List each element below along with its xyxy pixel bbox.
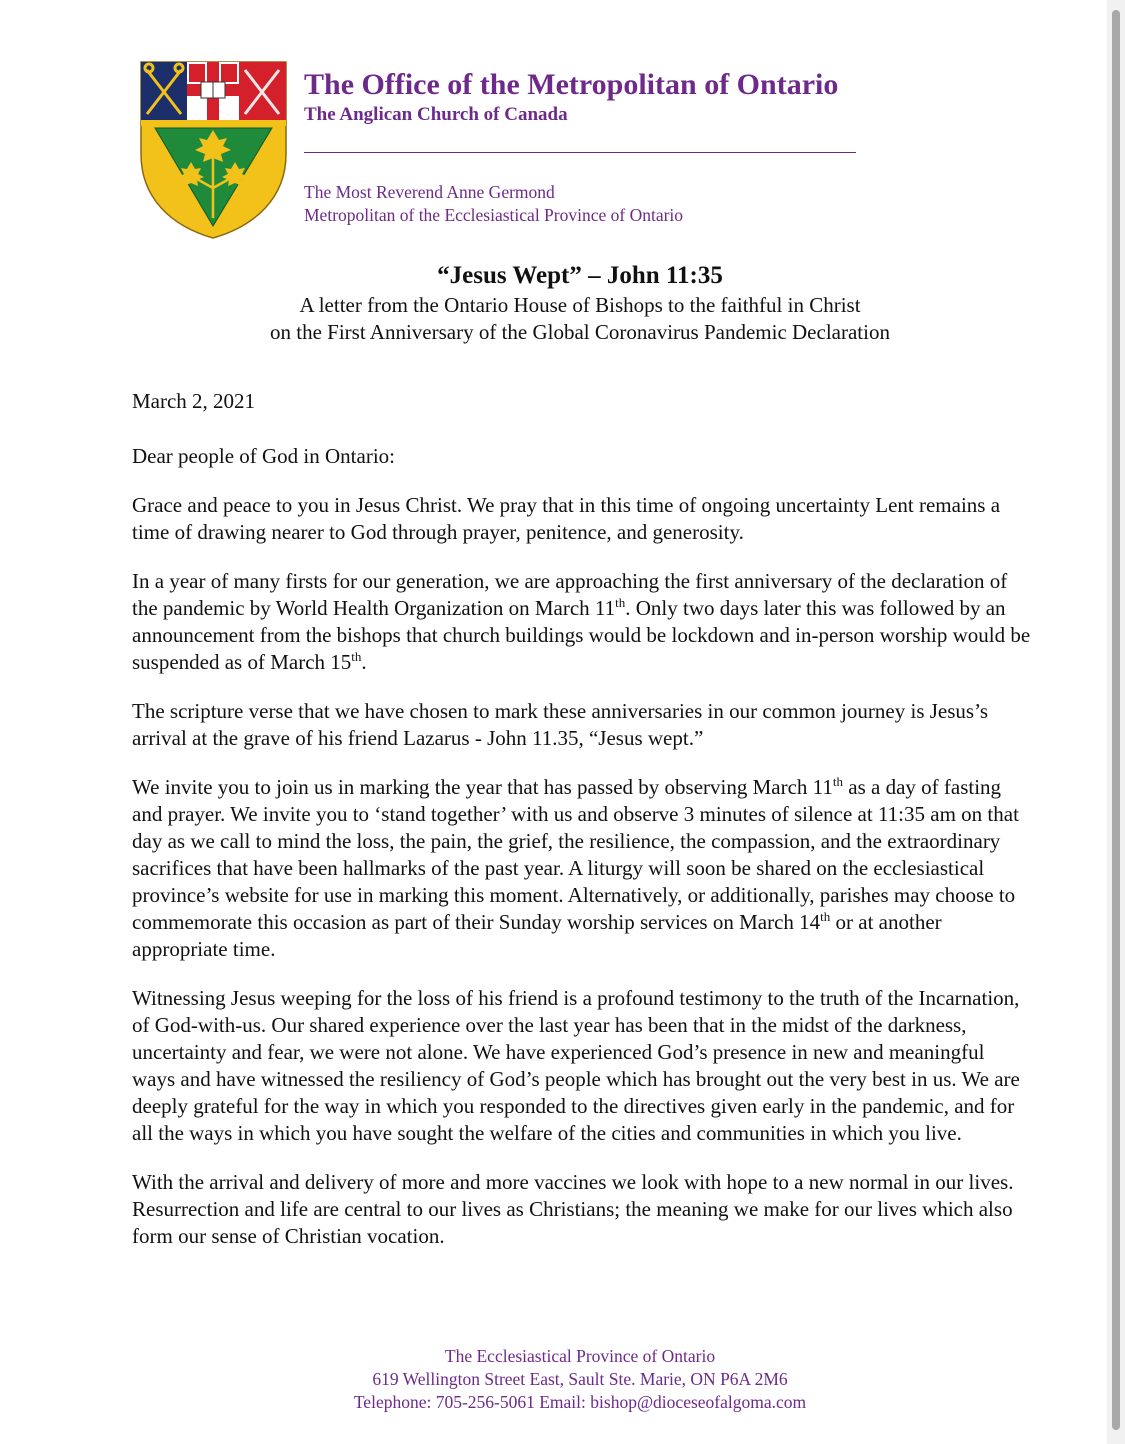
coat-of-arms-icon	[137, 58, 290, 240]
paragraph-2-text-b: . Only two days later this was followed by an announcement from the bishops that church buildings would be lockdown and in-person worship would be suspended as of March 15	[132, 596, 1031, 674]
paragraph-4	[132, 774, 1032, 963]
letterhead	[304, 68, 904, 227]
letterhead-divider	[304, 152, 856, 153]
letter-subtitle-line-2: on the First Anniversary of the Global Coronavirus Pandemic Declaration	[270, 320, 890, 344]
letter-body	[132, 388, 1032, 1272]
ordinal-suffix: th	[615, 595, 626, 610]
scrollbar-thumb[interactable]	[1112, 10, 1120, 1430]
salutation: Dear people of God in Ontario:	[132, 444, 396, 468]
metropolitan-name: The Most Reverend Anne Germond	[304, 182, 555, 202]
ordinal-suffix: th	[351, 649, 362, 664]
paragraph-5: Witnessing Jesus weeping for the loss of his friend is a profound testimony to the truth of the Incarnation, of God-with-us. Our shared experience over the last year has been that in the midst of the darkness, uncertainty and fear, we were not alone. We have experienced God’s presence in new and meaningful ways and have witnessed the resiliency of God’s people which has brought out the very best in us. We are deeply grateful for the way in which you responded to the directives given early in the pandemic, and for all the ways in which you have sought the welfare of the cities and communities in which you live.	[132, 986, 1020, 1145]
paragraph-6: With the arrival and delivery of more and more vaccines we look with hope to a new normal in our lives. Resurrection and life are central to our lives as Christians; the meaning we make for our lives which also form our sense of Christian vocation.	[132, 1170, 1014, 1248]
paragraph-3: The scripture verse that we have chosen to mark these anniversaries in our common journey is Jesus’s arrival at the grave of his friend Lazarus - John 11.35, “Jesus wept.”	[132, 699, 989, 750]
footer-organization: The Ecclesiastical Province of Ontario	[444, 1346, 716, 1366]
vertical-scrollbar[interactable]	[1107, 0, 1125, 1444]
office-title: The Office of the Metropolitan of Ontario	[304, 68, 839, 101]
paragraph-2	[132, 568, 1032, 676]
metropolitan-role: Metropolitan of the Ecclesiastical Province of Ontario	[304, 205, 684, 225]
paragraph-4-text-b: as a day of fasting and prayer. We invite you to ‘stand together’ with us and observe 3 minutes of silence at 11:35 am on that day as we call to mind the loss, the pain, the grief, the resilience, the compassion, and the extraordinary sacrifices that have been hallmarks of the past year. A liturgy will soon be shared on the ecclesiastical province’s website for use in marking this moment. Alternatively, or additionally, parishes may choose to commemorate this occasion as part of their Sunday worship services on March 14	[132, 775, 1019, 934]
paragraph-1: Grace and peace to you in Jesus Christ. We pray that in this time of ongoing uncertainty Lent remains a time of drawing nearer to God through prayer, penitence, and generosity.	[132, 493, 1001, 544]
letter-heading	[130, 260, 1030, 346]
letter-footer	[130, 1345, 1030, 1414]
letter-subtitle-line-1: A letter from the Ontario House of Bishops to the faithful in Christ	[299, 293, 861, 317]
footer-contact: Telephone: 705-256-5061 Email: bishop@dioceseofalgoma.com	[353, 1392, 807, 1412]
letter-date: March 2, 2021	[132, 389, 256, 413]
ordinal-suffix: th	[820, 909, 831, 924]
ordinal-suffix: th	[832, 774, 844, 789]
footer-address: 619 Wellington Street East, Sault Ste. Marie, ON P6A 2M6	[372, 1369, 788, 1389]
paragraph-2-text-c: .	[361, 650, 367, 674]
letter-title: “Jesus Wept” – John 11:35	[437, 262, 723, 289]
paragraph-4-text-a: We invite you to join us in marking the year that has passed by observing March 11	[132, 775, 833, 799]
church-name: The Anglican Church of Canada	[304, 104, 568, 125]
paragraph-4-text-c: or at another appropriate time.	[132, 910, 942, 961]
paragraph-2-text-a: In a year of many firsts for our generation, we are approaching the first anniversary of the declaration of the pandemic by World Health Organization on March 11	[132, 569, 1008, 620]
